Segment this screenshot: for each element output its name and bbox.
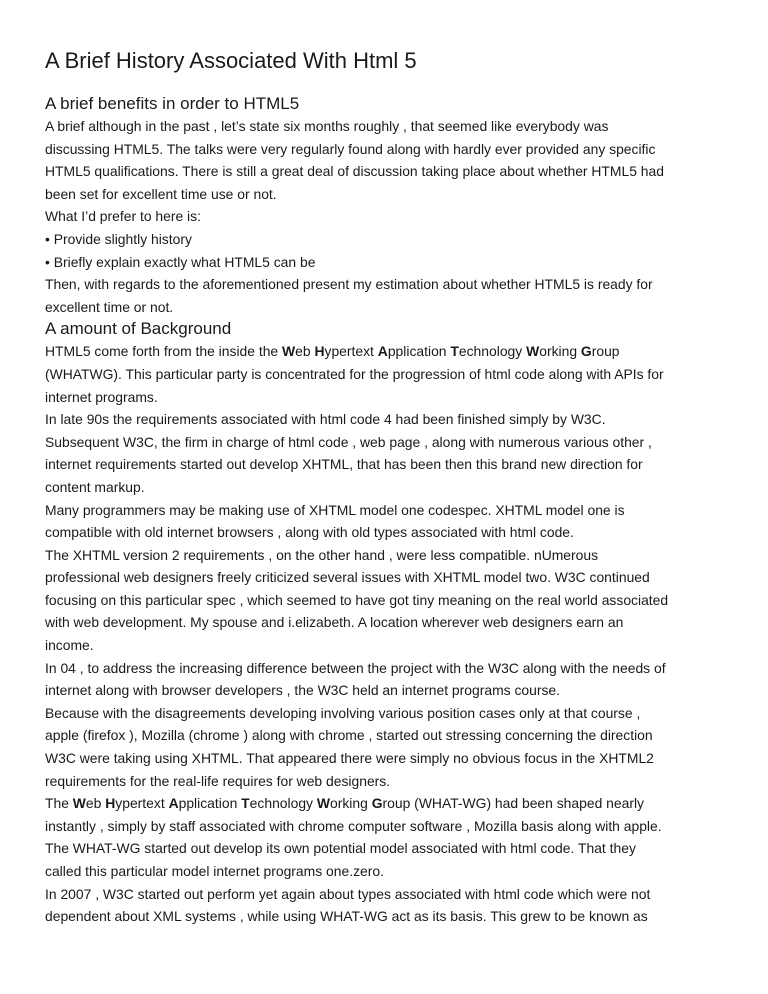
acronym-word-rest: eb: [85, 795, 106, 812]
acronym-letter: G: [371, 795, 383, 812]
section-heading-background: A amount of Background: [45, 319, 232, 339]
acronym-word-rest: orking: [539, 343, 581, 360]
acronym-word-rest: ypertext: [324, 343, 378, 360]
line-text: The: [45, 795, 73, 812]
paragraph-line: Because with the disagreements developing involving various position cases only at that course ,: [45, 704, 641, 721]
paragraph-line: internet requirements started out develop XHTML, that has been then this brand new direction for: [45, 456, 643, 473]
paragraph-line: [45, 340, 725, 363]
acronym-word-rest: pplication: [387, 343, 451, 360]
acronym-letter: H: [105, 795, 116, 812]
paragraph-line: (WHATWG). This particular party is concentrated for the progression of html code along with APIs for: [45, 365, 664, 382]
paragraph-line: W3C were taking using XHTML. That appeared there were simply no obvious focus in the XHTML2: [45, 750, 654, 767]
acronym-word-rest: pplication: [178, 795, 242, 812]
acronym-letter: W: [72, 795, 86, 812]
paragraph-line: In 2007 , W3C started out perform yet again about types associated with html code which were not: [45, 885, 651, 902]
section-body-benefits: [45, 115, 725, 318]
paragraph-line: What I’d prefer to here is:: [45, 208, 201, 225]
acronym-letter: W: [316, 795, 330, 812]
acronym-word-rest: roup: [591, 343, 620, 360]
paragraph-line: A brief although in the past , let’s state six months roughly , that seemed like everybody was: [45, 118, 609, 134]
document-title: A Brief History Associated With Html 5: [45, 48, 417, 73]
paragraph-line: apple (firefox ), Mozilla (chrome ) along with chrome , started out stressing concerning the direction: [45, 727, 653, 744]
acronym-word-rest: echnology: [249, 795, 317, 812]
acronym-letter: W: [526, 343, 540, 360]
paragraph-line: dependent about XML systems , while using WHAT-WG act as its basis. This grew to be known as: [45, 908, 648, 925]
paragraph-line: focusing on this particular spec , which seemed to have got tiny meaning on the real world associated: [45, 591, 669, 608]
line-text: (WHAT-WG) had been shaped nearly: [410, 795, 644, 812]
paragraph-line: Subsequent W3C, the firm in charge of html code , web page , along with numerous various other ,: [45, 433, 652, 450]
acronym-word-rest: echnology: [458, 343, 527, 360]
line-text: HTML5 come forth from the inside the: [45, 343, 283, 360]
paragraph-line: • Provide slightly history: [45, 230, 192, 247]
acronym-letter: T: [241, 795, 250, 812]
acronym-word-rest: ypertext: [115, 795, 169, 812]
paragraph-line: HTML5 qualifications. There is still a great deal of discussion taking place about whether HTML5 had: [45, 163, 664, 180]
paragraph-line: discussing HTML5. The talks were very regularly found along with hardly ever provided any specific: [45, 140, 656, 157]
document-page: [45, 0, 725, 928]
paragraph-line: In late 90s the requirements associated with html code 4 had been finished simply by W3C.: [45, 411, 606, 428]
paragraph-line: been set for excellent time use or not.: [45, 185, 277, 202]
paragraph-line: The WHAT-WG started out develop its own potential model associated with html code. That they: [45, 840, 636, 857]
paragraph-line: In 04 , to address the increasing difference between the project with the W3C along with the needs of: [45, 659, 666, 676]
acronym-word-rest: orking: [330, 795, 372, 812]
paragraph-line: [45, 792, 725, 815]
acronym-letter: T: [450, 343, 459, 360]
paragraph-line: with web development. My spouse and i.elizabeth. A location wherever web designers earn an: [45, 614, 624, 631]
paragraph-line: instantly , simply by staff associated with chrome computer software , Mozilla basis along with apple.: [45, 817, 662, 834]
acronym-expansion: [282, 343, 620, 359]
acronym-letter: A: [377, 343, 388, 360]
acronym-letter: G: [580, 343, 592, 360]
acronym-letter: H: [314, 343, 325, 360]
paragraph-line: called this particular model internet programs one.zero.: [45, 863, 384, 879]
acronym-word-rest: eb: [295, 343, 315, 360]
paragraph-line: excellent time or not.: [45, 298, 174, 315]
section-heading-benefits: A brief benefits in order to HTML5: [45, 94, 300, 113]
section-body-background: [45, 340, 725, 927]
paragraph-line: content markup.: [45, 478, 145, 495]
acronym-letter: A: [168, 795, 179, 812]
paragraph-line: compatible with old internet browsers , along with old types associated with html code.: [45, 524, 574, 541]
acronym-expansion: [73, 795, 411, 811]
paragraph-line: • Briefly explain exactly what HTML5 can be: [45, 253, 316, 270]
paragraph-line: requirements for the real-life requires for web designers.: [45, 772, 391, 789]
paragraph-line: The XHTML version 2 requirements , on the other hand , were less compatible. nUmerous: [45, 546, 599, 563]
paragraph-line: income.: [45, 637, 94, 654]
paragraph-line: internet programs.: [45, 388, 158, 405]
acronym-letter: W: [282, 343, 296, 360]
paragraph-line: Many programmers may be making use of XHTML model one codespec. XHTML model one is: [45, 501, 625, 518]
paragraph-line: internet along with browser developers , the W3C held an internet programs course.: [45, 682, 560, 699]
paragraph-line: professional web designers freely criticized several issues with XHTML model two. W3C continued: [45, 569, 650, 586]
paragraph-line: Then, with regards to the aforementioned present my estimation about whether HTML5 is ready for: [45, 276, 653, 293]
acronym-word-rest: roup: [382, 795, 411, 812]
